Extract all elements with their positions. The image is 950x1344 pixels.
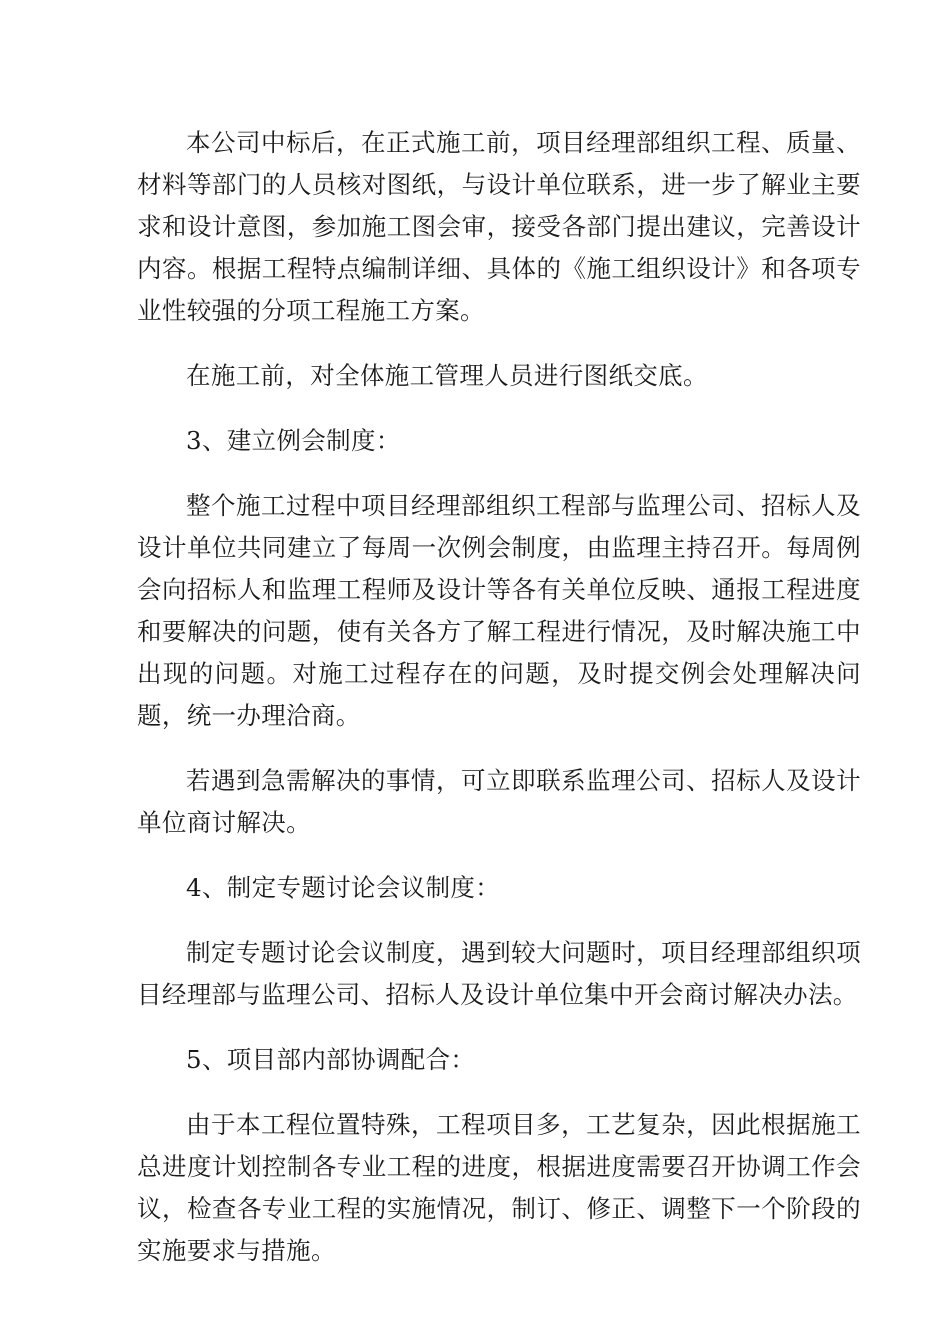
section-heading: 5、项目部内部协调配合： [186,1045,476,1074]
section-heading: 4、制定专题讨论会议制度： [186,873,501,902]
body-paragraph: 整个施工过程中项目经理部组织工程部与监理公司、招标人及设计单位共同建立了每周一次例会制度，由监理主持召开。每周例会向招标人和监理工程师及设计等各有关单位反映、通报工程进度和要解决的问题，使有关各方了解工程进行情况，及时解决施工中出现的问题。对施工过程存在的问题，及时提交例会处理解决问题，统一办理洽商。 [137,491,861,730]
body-paragraph: 若遇到急需解决的事情，可立即联系监理公司、招标人及设计单位商讨解决。 [137,766,861,837]
body-paragraph: 本公司中标后，在正式施工前，项目经理部组织工程、质量、材料等部门的人员核对图纸，与设计单位联系，进一步了解业主要求和设计意图，参加施工图会审，接受各部门提出建议，完善设计内容。根据工程特点编制详细、具体的《施工组织设计》和各项专业性较强的分项工程施工方案。 [137,128,861,325]
body-paragraph: 在施工前，对全体施工管理人员进行图纸交底。 [186,361,708,390]
document-body [137,122,861,1272]
body-paragraph: 制定专题讨论会议制度，遇到较大问题时，项目经理部组织项目经理部与监理公司、招标人及设计单位集中开会商讨解决办法。 [137,938,861,1009]
body-paragraph: 由于本工程位置特殊，工程项目多，工艺复杂，因此根据施工总进度计划控制各专业工程的进度，根据进度需要召开协调工作会议，检查各专业工程的实施情况，制订、修正、调整下一个阶段的实施要求与措施。 [137,1110,861,1265]
section-heading: 3、建立例会制度： [186,426,401,455]
